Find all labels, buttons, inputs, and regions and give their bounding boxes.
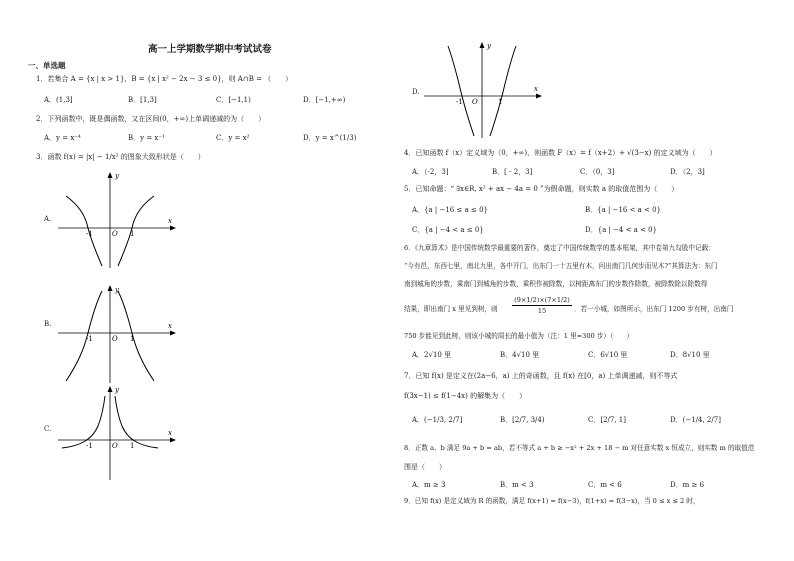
question-6-line-1: 6．《九章算术》是中国传统数学最重要的著作，奠定了中国传统数学的基本框架，其中卷第九勾股中记载： [404, 244, 715, 252]
q2-option-d[interactable]: D．y = x^(1/3) [303, 134, 357, 142]
q5-option-b[interactable]: B．{a | −16 < a < 0} [585, 206, 662, 214]
q8-option-b[interactable]: B．m < 3 [500, 481, 534, 489]
axis-x-label: x [534, 85, 538, 93]
tick-pos1: 1 [498, 98, 503, 106]
tick-pos1: 1 [130, 442, 135, 450]
origin-label: O [112, 230, 118, 238]
q5-option-a[interactable]: A．{a | −16 ≤ a ≤ 0} [412, 206, 488, 214]
tick-neg1: -1 [86, 230, 93, 238]
q6-option-c[interactable]: C．6√10 里 [588, 351, 628, 359]
graph-c[interactable] [58, 380, 178, 480]
q4-option-d[interactable]: D．（2，3] [670, 168, 705, 176]
page-title: 高一上学期数学期中考试试卷 [148, 44, 272, 55]
origin-label: O [112, 335, 118, 343]
q4-option-a[interactable]: A．（-2，3] [412, 168, 449, 176]
q8-option-d[interactable]: D．m ≥ 6 [670, 481, 705, 489]
q2-option-a[interactable]: A．y = x⁻⁴ [44, 134, 81, 142]
tick-pos1: 1 [130, 230, 135, 238]
q3-option-c-label[interactable]: C. [44, 425, 52, 433]
question-3-stem: 3．函数 f(x) = |x| − 1/x² 的图象大致形状是（ ） [36, 153, 205, 161]
graph-d[interactable] [424, 38, 544, 138]
question-5-stem: 5．已知命题：“ ∃x∈R, x² + ax − 4a = 0 ”为假命题，则实数 a 的取值范围为（ ） [404, 185, 679, 193]
tick-pos1: 1 [130, 335, 135, 343]
q3-option-b-label[interactable]: B. [44, 320, 52, 328]
question-6-line-3: 南到城角的步数，乘南门到城角的步数，乘积作被除数，以树距离东门的步数作除数，被除数除以除数得 [404, 280, 708, 288]
q5-option-d[interactable]: D．{a | −4 < a < 0} [585, 226, 658, 234]
origin-label: O [472, 98, 478, 106]
q6-option-b[interactable]: B．4√10 里 [500, 351, 540, 359]
question-7-stem-2: f(3x−1) ≤ f(1−4x) 的解集为（ ） [404, 392, 527, 400]
question-6-line-4b: ．若一小城，如图所示，出东门 1200 步有树，出南门 [574, 305, 734, 313]
question-8-stem: 8．正数 a、b 满足 9a + b = ab，若不等式 a + b ≥ −x² + 2x + 18 − m 对任意实数 x 恒成立，则实数 m 的取值范 [404, 444, 755, 452]
q4-option-b[interactable]: B．[ - 2，3] [492, 168, 533, 176]
section-heading: 一、单选题 [28, 61, 66, 70]
tick-neg1: -1 [86, 442, 93, 450]
q7-option-b[interactable]: B．[2/7, 3/4) [500, 416, 545, 424]
axis-x-label: x [168, 217, 172, 225]
q2-option-c[interactable]: C．y = x² [216, 134, 250, 142]
axis-y-label: y [115, 386, 119, 394]
graph-b[interactable] [58, 283, 178, 383]
question-1-stem: 1．若集合 A = {x | x > 1}，B = {x | x² − 2x − 3 ≤ 0}，则 A∩B = （ ） [36, 75, 293, 83]
axis-y-label: y [115, 172, 119, 180]
axis-y-label: y [487, 42, 491, 50]
q5-option-c[interactable]: C．{a | −4 < a ≤ 0} [412, 226, 484, 234]
q3-option-a-label[interactable]: A. [44, 215, 52, 223]
q1-option-c[interactable]: C．[−1,1) [216, 96, 251, 104]
q1-option-a[interactable]: A．(1,3] [44, 96, 73, 104]
q7-option-a[interactable]: A．(−1/3, 2/7] [412, 416, 463, 424]
q7-option-c[interactable]: C．[2/7, 1] [588, 416, 626, 424]
question-2-stem: 2．下列函数中，既是偶函数，又在区间(0，+∞)上单调递减的为（ ） [36, 115, 266, 123]
question-6-line-2: “今有邑，东西七里，南北九里，各中开门，出东门一十五里有木，问出南门几何步而见木?”其算法为：东门 [404, 262, 718, 270]
graph-a[interactable] [58, 168, 178, 268]
q8-option-a[interactable]: A．m ≥ 3 [412, 481, 446, 489]
tick-neg1: -1 [86, 335, 93, 343]
axis-y-label: y [115, 286, 119, 294]
tick-neg1: -1 [456, 98, 463, 106]
axis-x-label: x [168, 322, 172, 330]
q1-option-b[interactable]: B．[1,3] [128, 96, 157, 104]
question-4-stem: 4．已知函数 f（x）定义域为（0，+∞)，则函数 F（x）= f（x+2）+ √(3−x) 的定义域为（ ） [404, 149, 717, 157]
question-9-stem: 9．已知 f(x) 是定义域为 R 的函数，满足 f(x+1) = f(x−3)，f(1+x) = f(3−x)，当 0 ≤ x ≤ 2 时， [404, 497, 700, 505]
q4-option-c[interactable]: C．（0，3] [580, 168, 615, 176]
q6-option-a[interactable]: A．2√10 里 [412, 351, 452, 359]
q6-formula-numerator: (9×1/2)×(7×1/2) [512, 295, 572, 306]
q7-option-d[interactable]: D．(−1/4, 2/7] [670, 416, 721, 424]
q8-option-c[interactable]: C．m < 6 [588, 481, 622, 489]
q6-formula [512, 295, 572, 316]
q3-option-d-label[interactable]: D. [412, 88, 420, 96]
q2-option-b[interactable]: B．y = x⁻¹ [128, 134, 165, 142]
question-6-line-5: 750 步能见到此树，则该小城的周长的最小值为（注：1 里=300 步）（ ） [404, 332, 634, 340]
question-7-stem: 7．已知 f(x) 是定义在(2a−6，a) 上的奇函数，且 f(x) 在[0，a) 上单调递减，则不等式 [404, 372, 678, 380]
q6-option-d[interactable]: D．8√10 里 [670, 351, 710, 359]
q6-formula-denominator: 15 [537, 307, 547, 315]
axis-x-label: x [168, 429, 172, 437]
q1-option-d[interactable]: D．[−1,+∞) [303, 96, 346, 104]
question-8-stem-2: 围是（ ） [404, 463, 446, 471]
origin-label: O [112, 442, 118, 450]
question-6-line-4a: 结果，即出南门 x 里见到树，则 [404, 305, 498, 313]
